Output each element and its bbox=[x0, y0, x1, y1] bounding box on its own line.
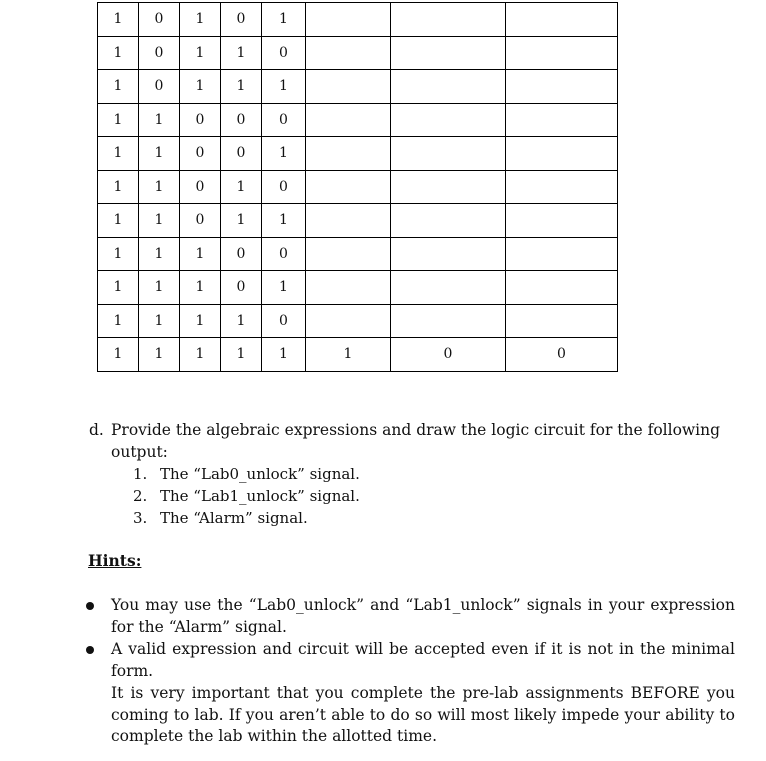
table-cell: 1 bbox=[98, 304, 139, 338]
table-cell: 1 bbox=[98, 103, 139, 137]
table-cell bbox=[506, 237, 618, 271]
table-cell bbox=[391, 304, 506, 338]
table-cell: 0 bbox=[391, 338, 506, 372]
table-cell: 1 bbox=[221, 304, 262, 338]
table-cell: 0 bbox=[221, 103, 262, 137]
table-row bbox=[98, 237, 618, 271]
table-row bbox=[98, 137, 618, 171]
table-cell: 0 bbox=[506, 338, 618, 372]
table-cell: 1 bbox=[221, 36, 262, 70]
table-cell: 1 bbox=[180, 237, 221, 271]
table-cell bbox=[306, 304, 391, 338]
table-cell: 1 bbox=[98, 137, 139, 171]
table-cell: 1 bbox=[221, 338, 262, 372]
table-cell bbox=[506, 3, 618, 37]
table-cell: 1 bbox=[262, 70, 306, 104]
table-cell: 0 bbox=[221, 271, 262, 305]
question-d-item-text: The “Lab1_unlock” signal. bbox=[160, 487, 360, 505]
table-cell: 1 bbox=[98, 338, 139, 372]
table-row bbox=[98, 204, 618, 238]
table-cell: 1 bbox=[180, 271, 221, 305]
table-cell bbox=[506, 137, 618, 171]
question-d-item-number: 2. bbox=[133, 487, 148, 505]
table-cell: 1 bbox=[98, 170, 139, 204]
table-row bbox=[98, 70, 618, 104]
table-cell: 0 bbox=[262, 304, 306, 338]
table-cell: 0 bbox=[139, 36, 180, 70]
table-cell bbox=[391, 170, 506, 204]
table-cell: 1 bbox=[139, 204, 180, 238]
table-cell: 0 bbox=[262, 36, 306, 70]
table-row bbox=[98, 170, 618, 204]
table-row bbox=[98, 36, 618, 70]
table-cell bbox=[506, 103, 618, 137]
bullet-icon bbox=[86, 646, 94, 654]
table-cell bbox=[391, 271, 506, 305]
table-row bbox=[98, 3, 618, 37]
question-d-text-line-1: Provide the algebraic expressions and draw the logic circuit for the following bbox=[111, 421, 721, 439]
table-cell bbox=[506, 271, 618, 305]
table-cell bbox=[506, 304, 618, 338]
table-row bbox=[98, 103, 618, 137]
table-cell: 0 bbox=[139, 70, 180, 104]
table-cell: 0 bbox=[180, 103, 221, 137]
hint-item-2: A valid expression and circuit will be accepted even if it is not in the minimal form. bbox=[111, 640, 735, 680]
table-cell bbox=[306, 170, 391, 204]
table-cell bbox=[391, 70, 506, 104]
table-cell bbox=[306, 237, 391, 271]
hint-item-1: You may use the “Lab0_unlock” and “Lab1_unlock” signals in your expression for the “Alarm” signal. bbox=[111, 596, 735, 636]
hints-heading: Hints: bbox=[88, 551, 142, 570]
table-cell: 1 bbox=[262, 137, 306, 171]
question-d-item-text: The “Lab0_unlock” signal. bbox=[160, 465, 360, 483]
bullet-icon bbox=[86, 602, 94, 610]
prelab-note: It is very important that you complete the pre-lab assignments BEFORE you coming to lab. If you aren’t able to do so will most likely impede your ability to complete the lab within the allotted time. bbox=[111, 684, 735, 745]
table-cell bbox=[391, 237, 506, 271]
table-cell bbox=[306, 271, 391, 305]
table-cell: 1 bbox=[139, 103, 180, 137]
table-cell: 1 bbox=[180, 36, 221, 70]
table-cell: 0 bbox=[139, 3, 180, 37]
table-cell bbox=[306, 36, 391, 70]
table-cell bbox=[391, 204, 506, 238]
table-cell bbox=[306, 70, 391, 104]
table-cell: 1 bbox=[139, 237, 180, 271]
table-cell: 1 bbox=[139, 137, 180, 171]
table-row bbox=[98, 271, 618, 305]
table-row bbox=[98, 338, 618, 372]
table-cell: 1 bbox=[221, 70, 262, 104]
table-cell: 0 bbox=[262, 237, 306, 271]
question-d-item-text: The “Alarm” signal. bbox=[160, 509, 308, 527]
table-cell: 1 bbox=[98, 271, 139, 305]
table-cell: 0 bbox=[221, 137, 262, 171]
table-cell: 0 bbox=[180, 204, 221, 238]
table-cell: 1 bbox=[139, 304, 180, 338]
table-cell: 1 bbox=[98, 237, 139, 271]
question-d-item-number: 1. bbox=[133, 465, 148, 483]
table-cell: 1 bbox=[221, 170, 262, 204]
table-cell bbox=[391, 36, 506, 70]
table-cell: 1 bbox=[139, 170, 180, 204]
question-d-text-line-2: output: bbox=[111, 443, 168, 461]
table-cell: 1 bbox=[180, 70, 221, 104]
table-cell: 1 bbox=[262, 271, 306, 305]
table-cell: 0 bbox=[180, 137, 221, 171]
table-cell: 1 bbox=[98, 204, 139, 238]
truth-table-body bbox=[98, 3, 618, 372]
table-cell bbox=[391, 3, 506, 37]
question-d-item-number: 3. bbox=[133, 509, 148, 527]
table-cell: 1 bbox=[98, 36, 139, 70]
table-cell: 0 bbox=[221, 3, 262, 37]
table-cell: 0 bbox=[262, 170, 306, 204]
table-cell bbox=[306, 3, 391, 37]
table-cell: 1 bbox=[221, 204, 262, 238]
table-cell: 0 bbox=[180, 170, 221, 204]
table-cell: 1 bbox=[139, 271, 180, 305]
table-cell: 1 bbox=[180, 304, 221, 338]
table-cell: 0 bbox=[221, 237, 262, 271]
table-cell bbox=[506, 170, 618, 204]
table-cell: 1 bbox=[262, 3, 306, 37]
table-row bbox=[98, 304, 618, 338]
table-cell bbox=[391, 137, 506, 171]
table-cell: 1 bbox=[262, 338, 306, 372]
table-cell bbox=[506, 70, 618, 104]
table-cell bbox=[306, 103, 391, 137]
table-cell: 1 bbox=[306, 338, 391, 372]
table-cell bbox=[306, 204, 391, 238]
table-cell bbox=[506, 36, 618, 70]
truth-table bbox=[97, 2, 618, 372]
table-cell: 1 bbox=[180, 338, 221, 372]
table-cell: 1 bbox=[262, 204, 306, 238]
table-cell: 1 bbox=[98, 70, 139, 104]
table-cell: 1 bbox=[139, 338, 180, 372]
table-cell bbox=[506, 204, 618, 238]
question-d-letter: d. bbox=[89, 421, 104, 439]
table-cell bbox=[391, 103, 506, 137]
table-cell bbox=[306, 137, 391, 171]
table-cell: 1 bbox=[98, 3, 139, 37]
table-cell: 1 bbox=[180, 3, 221, 37]
table-cell: 0 bbox=[262, 103, 306, 137]
